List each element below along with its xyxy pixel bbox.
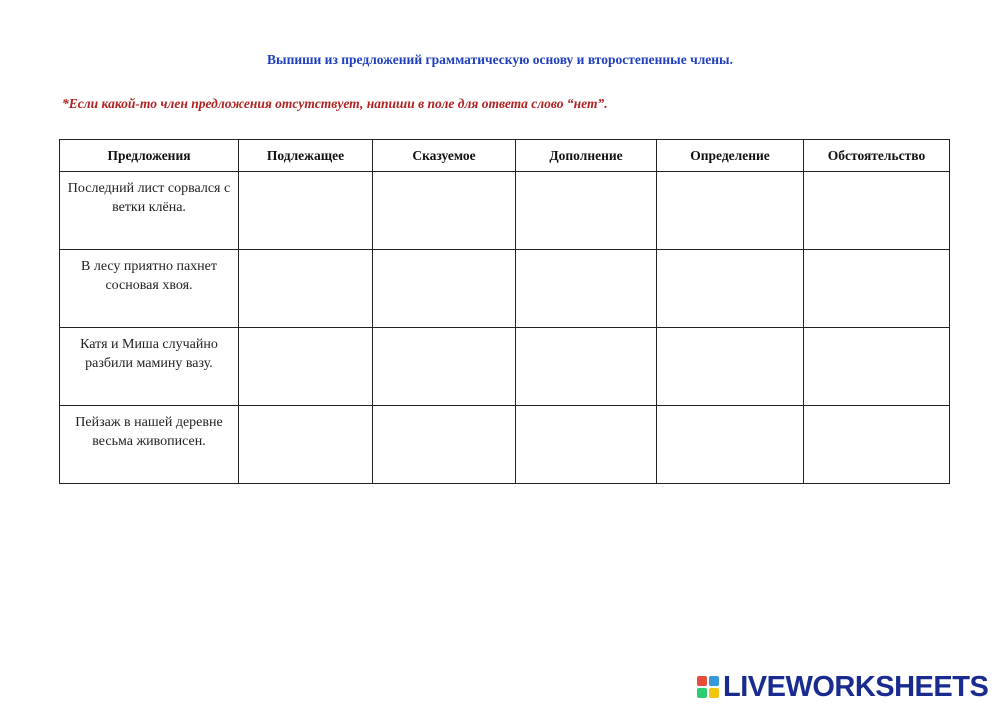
header-object: Дополнение <box>516 140 657 172</box>
table-row <box>60 328 950 406</box>
logo-mark-icon <box>697 676 719 698</box>
answer-object-4[interactable] <box>516 406 657 484</box>
sentence-cell: Последний лист сорвался с ветки клёна. <box>60 172 239 250</box>
answer-adverbial-2[interactable] <box>804 250 950 328</box>
table-row <box>60 250 950 328</box>
table-row <box>60 172 950 250</box>
answer-adverbial-4[interactable] <box>804 406 950 484</box>
logo-square <box>697 676 707 686</box>
answer-subject-4[interactable] <box>239 406 373 484</box>
header-row <box>60 140 950 172</box>
answer-object-3[interactable] <box>516 328 657 406</box>
header-predicate: Сказуемое <box>373 140 516 172</box>
logo-text: LIVEWORKSHEETS <box>723 670 989 703</box>
answer-attribute-3[interactable] <box>657 328 804 406</box>
answer-subject-3[interactable] <box>239 328 373 406</box>
header-sentences: Предложения <box>60 140 239 172</box>
sentence-cell: Катя и Миша случайно разбили мамину вазу. <box>60 328 239 406</box>
answer-attribute-1[interactable] <box>657 172 804 250</box>
header-subject: Подлежащее <box>239 140 373 172</box>
answer-subject-1[interactable] <box>239 172 373 250</box>
answer-attribute-4[interactable] <box>657 406 804 484</box>
logo-square <box>709 676 719 686</box>
sentence-cell: В лесу приятно пахнет сосновая хвоя. <box>60 250 239 328</box>
worksheet-table <box>59 139 950 484</box>
answer-object-2[interactable] <box>516 250 657 328</box>
answer-object-1[interactable] <box>516 172 657 250</box>
header-adverbial: Обстоятельство <box>804 140 950 172</box>
answer-adverbial-1[interactable] <box>804 172 950 250</box>
header-attribute: Определение <box>657 140 804 172</box>
table-row <box>60 406 950 484</box>
answer-predicate-1[interactable] <box>373 172 516 250</box>
answer-predicate-3[interactable] <box>373 328 516 406</box>
answer-subject-2[interactable] <box>239 250 373 328</box>
instruction-title: Выпиши из предложений грамматическую основу и второстепенные члены. <box>267 52 733 67</box>
answer-adverbial-3[interactable] <box>804 328 950 406</box>
answer-predicate-2[interactable] <box>373 250 516 328</box>
answer-predicate-4[interactable] <box>373 406 516 484</box>
answer-attribute-2[interactable] <box>657 250 804 328</box>
logo-square <box>709 688 719 698</box>
liveworksheets-logo <box>697 670 988 704</box>
sentence-cell: Пейзаж в нашей деревне весьма живописен. <box>60 406 239 484</box>
instruction-note: *Если какой-то член предложения отсутствует, напиши в поле для ответа слово “нет”. <box>62 96 608 111</box>
logo-square <box>697 688 707 698</box>
